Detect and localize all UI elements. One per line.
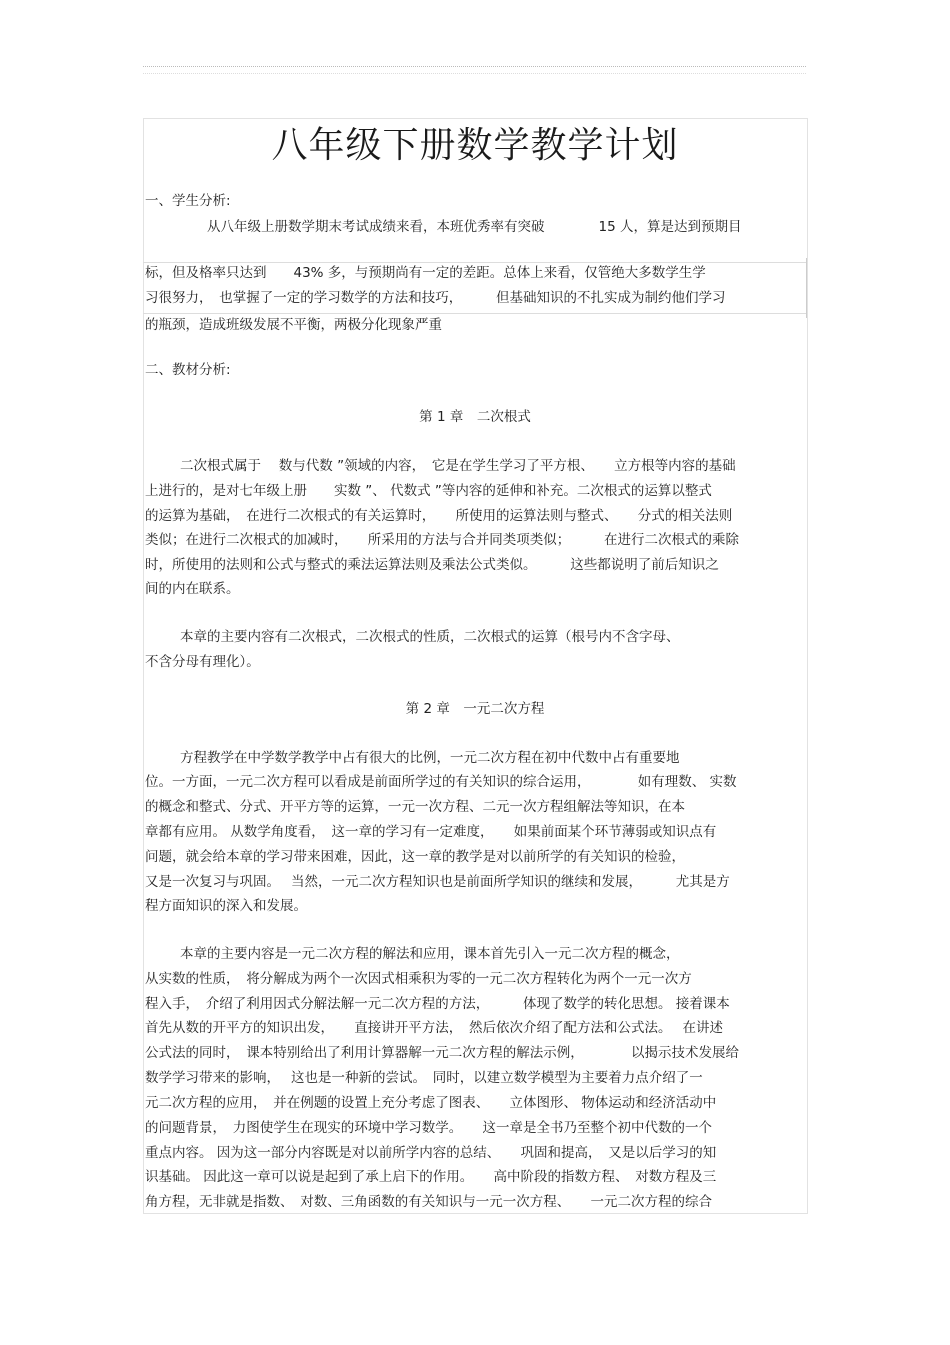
paragraph-line: 不含分母有理化）。 bbox=[145, 654, 260, 670]
paragraph-line: 程方面知识的深入和发展。 bbox=[145, 898, 307, 914]
paragraph-line: 标，但及格率只达到 43% 多，与预期尚有一定的差距。总体上来看，仅管绝大多数学生学 bbox=[145, 265, 706, 281]
paragraph-line: 识基础。 因此这一章可以说是起到了承上启下的作用。 高中阶段的指数方程、 对数方程及三 bbox=[145, 1169, 717, 1185]
paragraph-line: 间的内在联系。 bbox=[145, 581, 240, 597]
paragraph-line: 的问题背景， 力图使学生在现实的环境中学习数学。 这一章是全书乃至整个初中代数的一个 bbox=[145, 1120, 712, 1136]
paragraph-line: 的运算为基础， 在进行二次根式的有关运算时， 所使用的运算法则与整式、 分式的相关法则 bbox=[145, 508, 733, 524]
paragraph-line: 位。一方面，一元二次方程可以看成是前面所学过的有关知识的综合运用， 如有理数、 实数 bbox=[145, 774, 737, 790]
paragraph-line: 上进行的，是对七年级上册 实数 ”、 代数式 ”等内容的延伸和补充。二次根式的运算以整式 bbox=[145, 483, 712, 499]
scan-rule bbox=[143, 313, 806, 314]
paragraph-line: 的瓶颈，造成班级发展不平衡，两极分化现象严重 bbox=[145, 317, 442, 333]
paragraph-line: 类似；在进行二次根式的加减时， 所采用的方法与合并同类项类似； 在进行二次根式的乘除 bbox=[145, 532, 739, 548]
chapter2-title: 第 2 章 一元二次方程 bbox=[405, 701, 545, 717]
paragraph-line: 首先从数的开平方的知识出发， 直接讲开平方法， 然后依次介绍了配方法和公式法。 在讲述 bbox=[145, 1020, 724, 1036]
section2-heading: 二、教材分析: bbox=[145, 362, 231, 378]
frame-edge bbox=[806, 258, 807, 318]
paragraph-line: 公式法的同时， 课本特别给出了利用计算器解一元二次方程的解法示例， 以揭示技术发展给 bbox=[145, 1045, 739, 1061]
page-header-strip bbox=[143, 66, 806, 74]
paragraph-line: 问题，就会给本章的学习带来困难，因此，这一章的教学是对以前所学的有关知识的检验， bbox=[145, 849, 685, 865]
paragraph-line: 角方程，无非就是指数、 对数、三角函数的有关知识与一元一次方程、 一元二次方程的综合 bbox=[145, 1194, 712, 1210]
chapter1-title: 第 1 章 二次根式 bbox=[419, 409, 531, 425]
paragraph-line: 数学学习带来的影响， 这也是一种新的尝试。 同时，以建立数学模型为主要着力点介绍了一 bbox=[145, 1070, 703, 1086]
paragraph-line: 的概念和整式、分式、开平方等的运算，一元一次方程、二元一次方程组解法等知识，在本 bbox=[145, 799, 685, 815]
paragraph-line: 时，所使用的法则和公式与整式的乘法运算法则及乘法公式类似。 这些都说明了前后知识之 bbox=[145, 557, 719, 573]
paragraph-line: 重点内容。 因为这一部分内容既是对以前所学内容的总结、 巩固和提高， 又是以后学习的知 bbox=[145, 1145, 717, 1161]
paragraph-line: 二次根式属于 数与代数 ”领域的内容， 它是在学生学习了平方根、 立方根等内容的基础 bbox=[180, 458, 736, 474]
paragraph-line: 又是一次复习与巩固。 当然，一元二次方程知识也是前面所学知识的继续和发展， 尤其是方 bbox=[145, 874, 730, 890]
paragraph-line: 元二次方程的应用， 并在例题的设置上充分考虑了图表、 立体图形、 物体运动和经济活动中 bbox=[145, 1095, 717, 1111]
paragraph-line: 程入手， 介绍了利用因式分解法解一元二次方程的方法， 体现了数学的转化思想。 接着课本 bbox=[145, 996, 730, 1012]
document-title: 八年级下册数学教学计划 bbox=[271, 125, 679, 166]
paragraph-line: 章都有应用。 从数学角度看， 这一章的学习有一定难度， 如果前面某个环节薄弱或知识点有 bbox=[145, 824, 717, 840]
paragraph-line: 习很努力， 也掌握了一定的学习数学的方法和技巧， 但基础知识的不扎实成为制约他们学习 bbox=[145, 290, 726, 306]
paragraph-line: 本章的主要内容有二次根式，二次根式的性质，二次根式的运算（根号内不含字母、 bbox=[180, 629, 680, 645]
paragraph-line: 从实数的性质， 将分解成为两个一次因式相乘积为零的一元二次方程转化为两个一元一次方 bbox=[145, 971, 692, 987]
paragraph-line: 本章的主要内容是一元二次方程的解法和应用，课本首先引入一元二次方程的概念， bbox=[180, 946, 680, 962]
section1-heading: 一、学生分析: bbox=[145, 193, 231, 209]
scan-rule bbox=[143, 262, 806, 263]
paragraph-line: 从八年级上册数学期末考试成绩来看，本班优秀率有突破 15 人，算是达到预期目 bbox=[207, 219, 742, 235]
paragraph-line: 方程教学在中学数学教学中占有很大的比例，一元二次方程在初中代数中占有重要地 bbox=[180, 750, 680, 766]
